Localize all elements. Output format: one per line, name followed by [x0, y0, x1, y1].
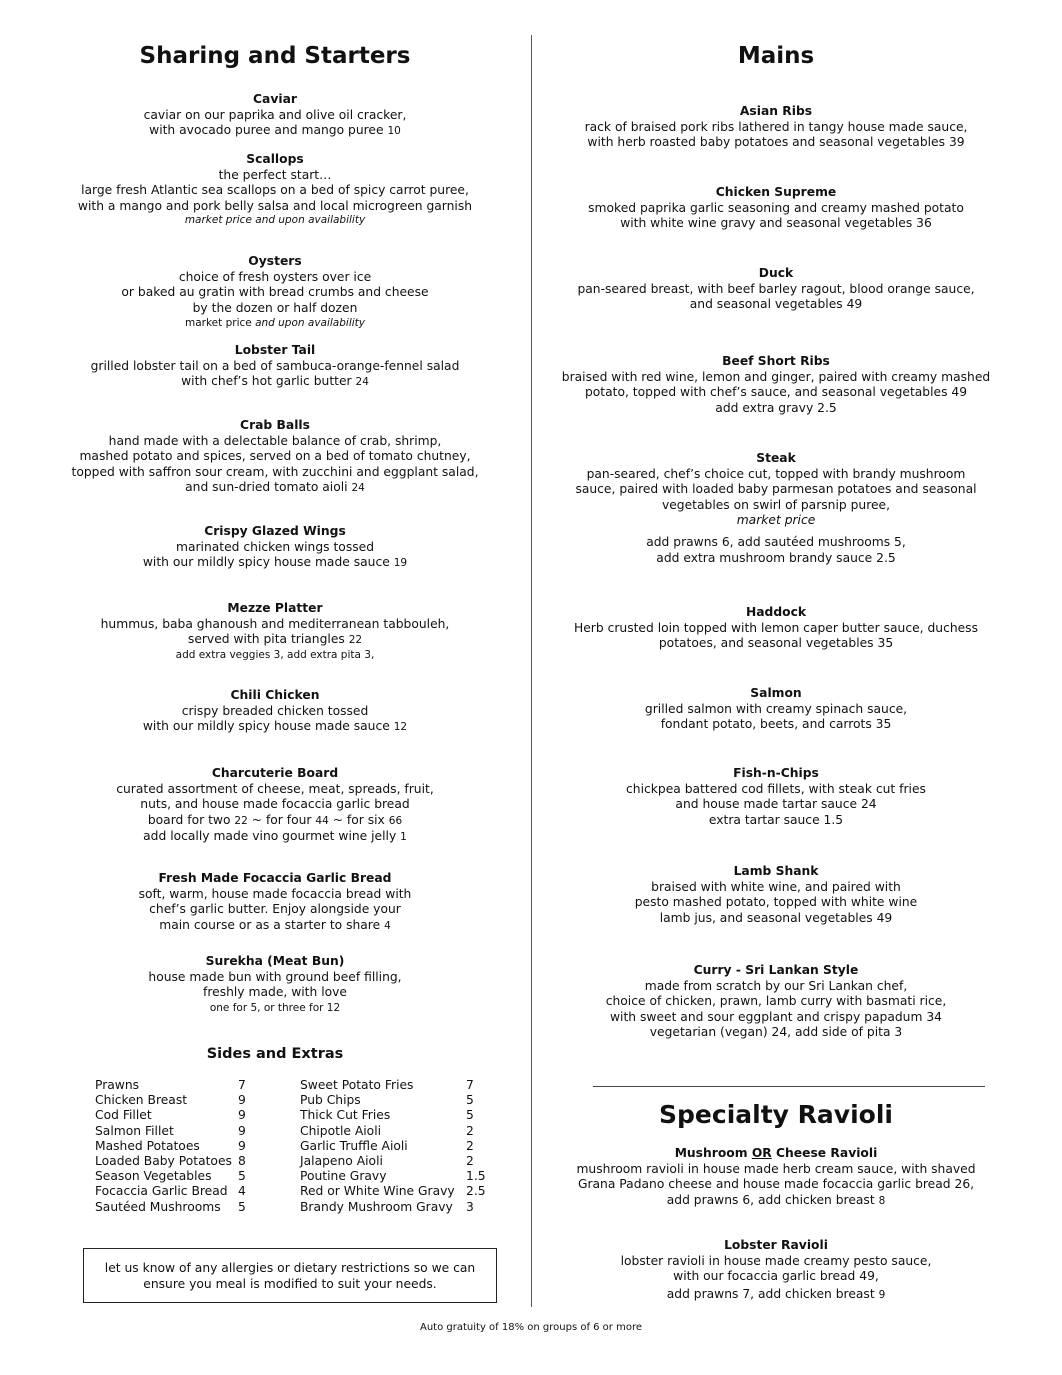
item-desc: made from scratch by our Sri Lankan chef,: [644, 978, 908, 993]
item-desc: and sun-dried tomato aioli: [185, 480, 348, 495]
menu-item-lobster-tail: [60, 343, 490, 391]
allergy-text: let us know of any allergies or dietary restrictions so we can: [104, 1261, 476, 1275]
menu-item-duck: [545, 266, 1007, 313]
menu-item-surekha: [60, 954, 490, 1016]
side-item-price: 4: [238, 1184, 246, 1199]
side-item: [300, 1124, 486, 1139]
item-desc: and house made tartar sauce 24: [675, 797, 877, 812]
item-name: Steak: [756, 451, 796, 465]
side-item-name: Sweet Potato Fries: [300, 1078, 414, 1092]
item-desc: caviar on our paprika and olive oil cracker,: [143, 107, 407, 122]
menu-item-fish-n-chips: [545, 766, 1007, 828]
side-item-price: 9: [238, 1108, 246, 1123]
item-desc: add prawns 6, add chicken breast: [666, 1192, 875, 1207]
side-item: [95, 1154, 246, 1169]
item-desc: with our mildly spicy house made sauce: [142, 555, 390, 570]
side-item-price: 5: [466, 1093, 474, 1108]
sides-list-left: [95, 1078, 246, 1215]
side-item-name: Thick Cut Fries: [300, 1108, 391, 1123]
item-desc: vegetables on swirl of parsnip puree,: [661, 497, 891, 512]
item-desc: by the dozen or half dozen: [192, 300, 358, 315]
side-item: [95, 1093, 246, 1108]
side-item: [95, 1184, 246, 1199]
item-desc: mushroom ravioli in house made herb cream sauce, with shaved: [576, 1161, 976, 1176]
item-separator: ~: [332, 812, 343, 827]
item-desc: served with pita triangles: [187, 632, 345, 647]
item-desc: nuts, and house made focaccia garlic bread: [140, 797, 410, 812]
menu-item-caviar: [60, 92, 490, 140]
starters-column: [60, 0, 490, 1375]
side-item: [300, 1108, 486, 1123]
specialty-title: Specialty Ravioli: [659, 1100, 893, 1129]
item-name: Salmon: [750, 686, 802, 700]
side-item-price: 3: [466, 1199, 474, 1214]
side-item: [95, 1139, 246, 1154]
item-name: Fresh Made Focaccia Garlic Bread: [158, 871, 392, 885]
item-desc: Grana Padano cheese and house made focaccia garlic bread 26,: [577, 1177, 975, 1192]
menu-item-lobster-ravioli: [545, 1238, 1007, 1303]
item-name: Haddock: [745, 605, 807, 619]
side-item-name: Mashed Potatoes: [95, 1138, 200, 1153]
item-desc: vegetarian (vegan) 24, add side of pita 3: [649, 1025, 903, 1040]
item-desc: smoked paprika garlic seasoning and creamy mashed potato: [588, 200, 964, 215]
item-desc: braised with red wine, lemon and ginger, paired with creamy mashed: [561, 369, 991, 384]
item-desc: with herb roasted baby potatoes and seasonal vegetables 39: [587, 135, 965, 150]
side-item-name: Focaccia Garlic Bread: [95, 1184, 228, 1199]
side-item-price: 9: [238, 1123, 246, 1138]
side-item: [95, 1200, 246, 1215]
side-item-price: 2: [466, 1123, 474, 1138]
item-extra: add extra veggies 3, add extra pita 3,: [175, 648, 375, 661]
side-item-name: Chicken Breast: [95, 1093, 188, 1108]
menu-item-focaccia: [60, 871, 490, 934]
allergy-notice: [83, 1248, 497, 1303]
item-desc: braised with white wine, and paired with: [651, 879, 901, 894]
item-name: Surekha (Meat Bun): [205, 954, 345, 968]
item-desc: hand made with a delectable balance of crab, shrimp,: [108, 433, 442, 448]
side-item-price: 5: [238, 1169, 246, 1184]
menu-item-chili-chicken: [60, 688, 490, 736]
item-desc: lamb jus, and seasonal vegetables 49: [659, 910, 893, 925]
item-desc: for four: [265, 812, 312, 827]
menu-item-steak: [545, 451, 1007, 566]
item-desc: crispy breaded chicken tossed: [181, 703, 369, 718]
item-desc: Herb crusted loin topped with lemon caper butter sauce, duchess: [574, 620, 978, 635]
item-name: Mushroom: [674, 1146, 748, 1160]
item-price: 4: [384, 919, 391, 932]
side-item-name: Prawns: [95, 1078, 140, 1092]
item-desc: with a mango and pork belly salsa and local microgreen garnish: [77, 198, 473, 213]
item-desc: chef’s garlic butter. Enjoy alongside your: [149, 902, 401, 917]
item-name: Scallops: [246, 152, 304, 166]
item-desc: add locally made vino gourmet wine jelly: [143, 829, 397, 844]
menu-item-mezze: [60, 601, 490, 662]
mains-column: [545, 0, 1007, 1375]
item-desc: lobster ravioli in house made creamy pesto sauce,: [620, 1253, 932, 1268]
side-item: [95, 1169, 246, 1184]
side-item-name: Garlic Truffle Aioli: [300, 1138, 408, 1153]
item-note: and upon availability: [255, 317, 365, 330]
item-price: 22: [234, 814, 248, 827]
allergy-text: ensure you meal is modified to suit your needs.: [143, 1277, 437, 1291]
item-name: Fish-n-Chips: [733, 766, 819, 780]
menu-item-crab-balls: [60, 418, 490, 497]
item-desc: with our focaccia garlic bread 49,: [673, 1269, 879, 1284]
item-desc: soft, warm, house made focaccia bread with: [138, 886, 412, 901]
item-name: Oysters: [248, 254, 302, 268]
item-desc: add extra mushroom brandy sauce 2.5: [656, 550, 896, 565]
item-name: Caviar: [253, 92, 297, 106]
menu-item-short-ribs: [545, 354, 1007, 416]
item-name: Chicken Supreme: [715, 185, 837, 199]
item-name: Curry - Sri Lankan Style: [693, 963, 859, 977]
side-item-price: 9: [238, 1138, 246, 1153]
item-desc: choice of fresh oysters over ice: [178, 269, 372, 284]
side-item: [300, 1093, 486, 1108]
item-desc: rack of braised pork ribs lathered in tangy house made sauce,: [584, 119, 968, 134]
item-desc: main course or as a starter to share: [159, 917, 381, 932]
item-desc: freshly made, with love: [203, 985, 347, 1000]
item-price: 1: [400, 831, 407, 844]
item-desc: grilled lobster tail on a bed of sambuca-orange-fennel salad: [90, 358, 460, 373]
item-price: 8: [878, 1194, 886, 1207]
side-item: [95, 1124, 246, 1139]
item-price: 10: [387, 125, 401, 138]
menu-item-lamb-shank: [545, 864, 1007, 926]
sides-title: Sides and Extras: [206, 1046, 344, 1062]
sides-list-right: [300, 1078, 486, 1215]
item-desc: topped with saffron sour cream, with zucchini and eggplant salad,: [71, 464, 479, 479]
item-name: Cheese Ravioli: [776, 1146, 878, 1160]
menu-item-oysters: [60, 254, 490, 332]
side-item-name: Cod Fillet: [95, 1108, 152, 1123]
item-note: market price and upon availability: [184, 214, 366, 227]
item-desc: house made bun with ground beef filling,: [148, 969, 402, 984]
item-desc: with avocado puree and mango puree: [149, 123, 384, 138]
item-desc: fondant potato, beets, and carrots 35: [660, 717, 892, 732]
item-desc: add extra gravy 2.5: [715, 400, 837, 415]
item-name: Chili Chicken: [230, 688, 320, 702]
item-desc: or baked au gratin with bread crumbs and cheese: [121, 285, 429, 300]
item-desc: curated assortment of cheese, meat, spreads, fruit,: [116, 781, 434, 796]
item-separator: ~: [251, 812, 263, 827]
item-price: 24: [351, 482, 365, 495]
item-desc: add prawns 7, add chicken breast: [666, 1286, 875, 1301]
item-price: 44: [315, 814, 329, 827]
side-item-name: Chipotle Aioli: [300, 1123, 382, 1138]
item-name: Beef Short Ribs: [722, 354, 830, 368]
item-desc: potato, topped with chef’s sauce, and seasonal vegetables 49: [584, 385, 968, 400]
item-name: Lamb Shank: [733, 864, 819, 878]
item-name: Crispy Glazed Wings: [204, 524, 346, 538]
item-desc: for six: [346, 812, 385, 827]
side-item-name: Pub Chips: [300, 1093, 361, 1108]
side-item-price: 7: [466, 1078, 474, 1092]
item-desc: mashed potato and spices, served on a bed of tomato chutney,: [79, 449, 471, 464]
item-name-or: OR: [751, 1146, 772, 1160]
item-desc: and seasonal vegetables 49: [689, 297, 863, 312]
side-item-price: 1.5: [466, 1169, 486, 1184]
item-desc: grilled salmon with creamy spinach sauce,: [644, 701, 908, 716]
item-name: Lobster Ravioli: [724, 1238, 828, 1252]
item-price: 24: [355, 376, 369, 389]
item-name: Lobster Tail: [234, 343, 316, 357]
side-item: [300, 1184, 486, 1199]
side-item-price: 2: [466, 1154, 474, 1169]
menu-item-charcuterie: [60, 766, 490, 846]
item-name: Crab Balls: [240, 418, 310, 432]
item-desc: add prawns 6, add sautéed mushrooms 5,: [646, 534, 906, 549]
side-item: [300, 1078, 486, 1093]
mains-title: Mains: [737, 43, 815, 69]
menu-item-scallops: [60, 152, 490, 226]
item-desc: pan-seared, chef’s choice cut, topped with brandy mushroom: [586, 466, 966, 481]
menu-item-curry: [545, 963, 1007, 1041]
item-price: 22: [348, 634, 363, 647]
item-desc: extra tartar sauce 1.5: [708, 812, 844, 827]
menu-item-haddock: [545, 605, 1007, 652]
menu-item-chicken-supreme: [545, 185, 1007, 232]
item-note: market price: [184, 317, 252, 330]
item-desc: chickpea battered cod fillets, with steak cut fries: [626, 781, 926, 796]
side-item-price: 2.5: [466, 1184, 486, 1199]
item-desc: hummus, baba ghanoush and mediterranean tabbouleh,: [100, 616, 450, 631]
menu-item-wings: [60, 524, 490, 572]
side-item-price: 8: [238, 1154, 246, 1169]
side-item-price: 9: [238, 1093, 246, 1108]
item-desc: pan-seared breast, with beef barley ragout, blood orange sauce,: [577, 281, 975, 296]
side-item: [300, 1139, 486, 1154]
side-item: [300, 1169, 486, 1184]
side-item-price: 2: [466, 1138, 474, 1153]
item-desc: with chef’s hot garlic butter: [181, 374, 352, 389]
side-item-name: Loaded Baby Potatoes: [95, 1154, 232, 1169]
menu-item-asian-ribs: [545, 104, 1007, 151]
item-extra: one for 5, or three for 12: [209, 1001, 341, 1014]
item-desc: pesto mashed potato, topped with white wine: [634, 895, 918, 910]
item-name: Asian Ribs: [739, 104, 813, 118]
item-name: Mezze Platter: [227, 601, 323, 615]
item-desc: board for two: [147, 812, 231, 827]
item-price: 12: [393, 721, 408, 734]
item-desc: with our mildly spicy house made sauce: [142, 719, 390, 734]
item-desc: with white wine gravy and seasonal vegetables 36: [620, 216, 932, 231]
side-item: [300, 1200, 486, 1215]
side-item-name: Season Vegetables: [95, 1169, 212, 1184]
item-desc: sauce, paired with loaded baby parmesan potatoes and seasonal: [575, 482, 977, 497]
side-item-price: 5: [466, 1108, 474, 1123]
side-item: [95, 1078, 246, 1093]
menu-item-mushroom-ravioli: [545, 1146, 1007, 1209]
item-desc: with sweet and sour eggplant and crispy papadum 34: [609, 1009, 942, 1024]
item-price: 66: [388, 814, 403, 827]
side-item-name: Salmon Fillet: [95, 1123, 174, 1138]
side-item-name: Jalapeno Aioli: [300, 1154, 383, 1169]
item-desc: marinated chicken wings tossed: [175, 539, 375, 554]
item-desc: potatoes, and seasonal vegetables 35: [658, 636, 894, 651]
side-item-name: Brandy Mushroom Gravy: [300, 1199, 453, 1214]
menu-item-salmon: [545, 686, 1007, 733]
item-name: Charcuterie Board: [211, 766, 339, 780]
item-note: market price: [736, 513, 816, 528]
side-item: [95, 1108, 246, 1123]
side-item-name: Poutine Gravy: [300, 1169, 387, 1184]
item-price: 19: [393, 557, 408, 570]
item-desc: choice of chicken, prawn, lamb curry with basmati rice,: [605, 994, 947, 1009]
gratuity-footer: Auto gratuity of 18% on groups of 6 or more: [420, 1322, 642, 1333]
side-item-name: Red or White Wine Gravy: [300, 1184, 455, 1199]
item-name: Duck: [758, 266, 794, 280]
side-item-price: 5: [238, 1199, 246, 1214]
item-desc: large fresh Atlantic sea scallops on a bed of spicy carrot puree,: [81, 183, 469, 198]
item-price: 9: [878, 1288, 886, 1301]
side-item-name: Sautéed Mushrooms: [95, 1199, 221, 1214]
side-item: [300, 1154, 486, 1169]
section-divider: [593, 1086, 985, 1087]
item-desc: the perfect start…: [218, 167, 332, 182]
side-item-price: 7: [238, 1078, 246, 1092]
starters-title: Sharing and Starters: [139, 43, 411, 69]
column-divider: [531, 35, 532, 1307]
